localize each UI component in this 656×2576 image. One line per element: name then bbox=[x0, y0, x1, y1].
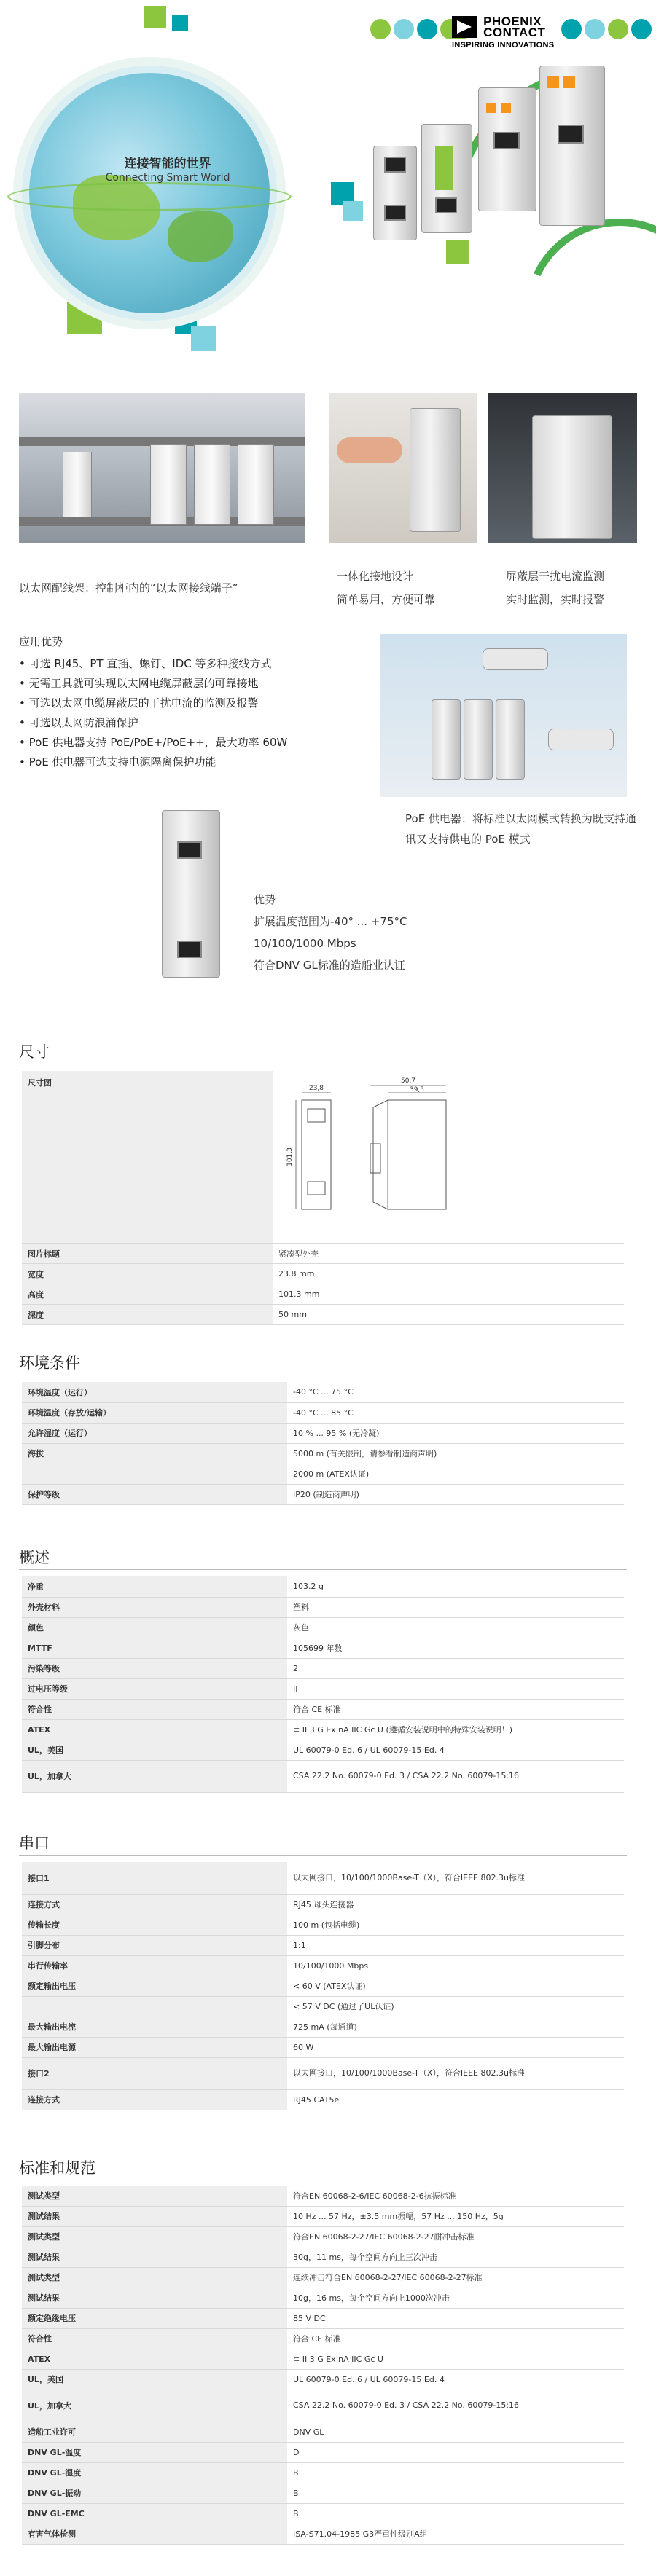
spec-value: 60 W bbox=[287, 2037, 624, 2057]
spec-value: 30g，11 ms，每个空间方向上三次冲击 bbox=[287, 2247, 624, 2267]
spec-key: 海拔 bbox=[22, 1443, 287, 1464]
product-device bbox=[478, 87, 536, 211]
spec-table-serial bbox=[22, 1862, 624, 2110]
table-row bbox=[22, 2186, 624, 2206]
poe-caption: PoE 供电器：将标准以太网模式转换为既支持通讯又支持供电的 PoE 模式 bbox=[405, 812, 636, 846]
features-title: 优势 bbox=[254, 893, 276, 906]
dimension-drawing-cell bbox=[273, 1071, 624, 1244]
dimension-drawing bbox=[278, 1071, 618, 1243]
product-device bbox=[421, 124, 472, 233]
table-row bbox=[22, 1760, 624, 1792]
table-row bbox=[22, 2369, 624, 2390]
spec-key: 测试类型 bbox=[22, 2186, 287, 2206]
spec-value: CSA 22.2 No. 60079-0 Ed. 3 / CSA 22.2 No. 60079-15:16 bbox=[287, 2390, 624, 2422]
table-row bbox=[22, 2267, 624, 2288]
section-title-serial: 串口 bbox=[19, 1834, 50, 1852]
table-row bbox=[22, 1284, 624, 1305]
globe-orbit-ring bbox=[7, 182, 292, 211]
feature-item: 符合DNV GL标准的造船业认证 bbox=[254, 959, 405, 972]
table-row bbox=[22, 1894, 624, 1915]
spec-key: 环境温度（运行） bbox=[22, 1382, 287, 1402]
spec-key: 符合性 bbox=[22, 2328, 287, 2349]
spec-value: 连续冲击符合EN 60068-2-27/IEC 60068-2-27标准 bbox=[287, 2267, 624, 2288]
spec-table-dimensions bbox=[22, 1071, 624, 1325]
spec-key: 环境温度（存放/运输） bbox=[22, 1402, 287, 1423]
spec-value: UL 60079-0 Ed. 6 / UL 60079-15 Ed. 4 bbox=[287, 2369, 624, 2390]
spec-value: 以太网接口，10/100/1000Base-T（X），符合IEEE 802.3u标准 bbox=[287, 1862, 624, 1894]
deco-dot bbox=[631, 19, 652, 39]
spec-value: 符合EN 60068-2-27/IEC 60068-2-27耐冲击标准 bbox=[287, 2226, 624, 2247]
spec-key: 图片标题 bbox=[22, 1244, 273, 1264]
spec-value: 103.2 g bbox=[287, 1576, 624, 1597]
table-row bbox=[22, 1443, 624, 1464]
dim-depth-label: 39,5 bbox=[409, 1086, 425, 1093]
spec-value: 以太网接口，10/100/1000Base-T（X），符合IEEE 802.3u标准 bbox=[287, 2057, 624, 2089]
caption-grounding-1: 一体化接地设计 bbox=[337, 570, 414, 583]
globe-subtitle: Connecting Smart World bbox=[105, 172, 230, 184]
list-item: • 无需工具就可实现以太网电缆屏蔽层的可靠接地 bbox=[19, 674, 287, 694]
photo-grounding bbox=[329, 393, 477, 543]
table-row bbox=[22, 1423, 624, 1443]
spec-value: 2000 m (ATEX认证) bbox=[287, 1464, 624, 1484]
spec-key: DNV GL-EMC bbox=[22, 2503, 287, 2524]
spec-value: 紧凑型外壳 bbox=[273, 1244, 624, 1264]
spec-value: D bbox=[287, 2442, 624, 2462]
table-row bbox=[22, 2057, 624, 2089]
deco-dot bbox=[394, 19, 414, 39]
table-row bbox=[22, 2328, 624, 2349]
deco-square bbox=[67, 299, 102, 334]
photo-shield-monitor bbox=[488, 393, 637, 543]
deco-square bbox=[144, 6, 166, 28]
spec-key: MTTF bbox=[22, 1638, 287, 1658]
spec-key: 传输长度 bbox=[22, 1915, 287, 1935]
spec-value: B bbox=[287, 2483, 624, 2503]
spec-key: 高度 bbox=[22, 1284, 273, 1305]
phoenix-contact-logo bbox=[452, 16, 627, 50]
table-row bbox=[22, 2442, 624, 2462]
product-device bbox=[373, 146, 417, 240]
section-title-general: 概述 bbox=[19, 1549, 50, 1566]
spec-key: ATEX bbox=[22, 2349, 287, 2369]
spec-value: 85 V DC bbox=[287, 2308, 624, 2328]
table-row bbox=[22, 1402, 624, 1423]
feature-item: 扩展温度范围为-40° ... +75°C bbox=[254, 915, 407, 928]
table-row bbox=[22, 2226, 624, 2247]
table-row bbox=[22, 1264, 624, 1284]
spec-key: DNV GL-湿度 bbox=[22, 2462, 287, 2483]
spec-key: 额定绝缘电压 bbox=[22, 2308, 287, 2328]
table-row bbox=[22, 2308, 624, 2328]
dimension-drawing-svg bbox=[278, 1071, 618, 1243]
spec-key: 测试类型 bbox=[22, 2226, 287, 2247]
deco-square bbox=[191, 326, 216, 351]
table-row bbox=[22, 2483, 624, 2503]
table-row bbox=[22, 1638, 624, 1658]
deco-square bbox=[343, 201, 363, 221]
table-row bbox=[22, 2017, 624, 2037]
table-row bbox=[22, 1915, 624, 1935]
caption-cabinet: 以太网配线架：控制柜内的“以太网接线端子” bbox=[19, 581, 238, 594]
table-row bbox=[22, 2462, 624, 2483]
spec-value: RJ45 母头连接器 bbox=[287, 1894, 624, 1915]
feature-item: 10/100/1000 Mbps bbox=[254, 937, 356, 950]
spec-key: 外壳材料 bbox=[22, 1597, 287, 1617]
spec-key: 引脚分布 bbox=[22, 1935, 287, 1955]
spec-key: ATEX bbox=[22, 1719, 287, 1740]
spec-key: 过电压等级 bbox=[22, 1678, 287, 1699]
dim-height-label: 101,3 bbox=[286, 1147, 294, 1166]
section-divider bbox=[19, 1855, 627, 1856]
caption-grounding-2: 简单易用，方便可靠 bbox=[337, 593, 436, 606]
deco-square bbox=[172, 15, 188, 31]
spec-key: 最大输出电流 bbox=[22, 2017, 287, 2037]
spec-table-general bbox=[22, 1576, 624, 1793]
spec-key: DNV GL-振动 bbox=[22, 2483, 287, 2503]
spec-key: 深度 bbox=[22, 1305, 273, 1325]
spec-key: UL，美国 bbox=[22, 2369, 287, 2390]
table-row bbox=[22, 1305, 624, 1325]
hero-banner bbox=[0, 0, 656, 379]
table-row bbox=[22, 1244, 624, 1264]
table-row bbox=[22, 1955, 624, 1976]
spec-value: 100 m (包括电缆) bbox=[287, 1915, 624, 1935]
photo-cabinet bbox=[19, 393, 305, 543]
spec-value: -40 °C ... 85 °C bbox=[287, 1402, 624, 1423]
table-row bbox=[22, 1464, 624, 1484]
spec-key: 宽度 bbox=[22, 1264, 273, 1284]
spec-value: 105699 年数 bbox=[287, 1638, 624, 1658]
list-item: • PoE 供电器可选支持电源隔离保护功能 bbox=[19, 753, 287, 772]
spec-key: 连接方式 bbox=[22, 2089, 287, 2110]
table-row bbox=[22, 2247, 624, 2267]
spec-key: 接口2 bbox=[22, 2057, 287, 2089]
table-row bbox=[22, 1699, 624, 1719]
table-row bbox=[22, 1597, 624, 1617]
product-device bbox=[539, 66, 605, 226]
spec-value: 符合EN 60068-2-6/IEC 60068-2-6抗振标准 bbox=[287, 2186, 624, 2206]
spec-key: 测试结果 bbox=[22, 2206, 287, 2226]
spec-key: UL，美国 bbox=[22, 1740, 287, 1760]
spec-value: 10 % ... 95 % (无冷凝) bbox=[287, 1423, 624, 1443]
spec-key: 净重 bbox=[22, 1576, 287, 1597]
spec-table-standards bbox=[22, 2186, 624, 2545]
table-row bbox=[22, 1071, 624, 1244]
spec-value: < 60 V (ATEX认证) bbox=[287, 1976, 624, 1996]
spec-value: IP20 (制造商声明) bbox=[287, 1484, 624, 1504]
spec-value: 塑料 bbox=[287, 1597, 624, 1617]
spec-value: B bbox=[287, 2503, 624, 2524]
spec-value: 符合 CE 标准 bbox=[287, 2328, 624, 2349]
spec-key: 有害气体检测 bbox=[22, 2524, 287, 2544]
spec-key: UL，加拿大 bbox=[22, 1760, 287, 1792]
spec-value: 2 bbox=[287, 1658, 624, 1678]
table-row bbox=[22, 1862, 624, 1894]
globe-title: 连接智能的世界 bbox=[124, 157, 211, 171]
section-title-environment: 环境条件 bbox=[19, 1354, 80, 1372]
table-row bbox=[22, 1617, 624, 1638]
photo-poe-injector bbox=[153, 810, 241, 985]
section-divider bbox=[19, 1569, 627, 1570]
caption-monitor-1: 屏蔽层干扰电流监测 bbox=[506, 570, 605, 583]
list-item: • PoE 供电器支持 PoE/PoE+/PoE++，最大功率 60W bbox=[19, 733, 287, 753]
table-row bbox=[22, 2206, 624, 2226]
table-row bbox=[22, 1382, 624, 1402]
spec-value: 50 mm bbox=[273, 1305, 624, 1325]
table-row bbox=[22, 2089, 624, 2110]
spec-value: UL 60079-0 Ed. 6 / UL 60079-15 Ed. 4 bbox=[287, 1740, 624, 1760]
table-row bbox=[22, 2422, 624, 2442]
table-row bbox=[22, 1996, 624, 2017]
spec-key: 测试结果 bbox=[22, 2288, 287, 2308]
spec-key: 允许湿度（运行） bbox=[22, 1423, 287, 1443]
spec-value: DNV GL bbox=[287, 2422, 624, 2442]
section-title-standards: 标准和规范 bbox=[19, 2159, 95, 2177]
table-row bbox=[22, 1484, 624, 1504]
spec-value: 10 Hz ... 57 Hz，±3.5 mm振幅，57 Hz ... 150 Hz，5g bbox=[287, 2206, 624, 2226]
spec-value: 符合 CE 标准 bbox=[287, 1699, 624, 1719]
spec-key: DNV GL-温度 bbox=[22, 2442, 287, 2462]
table-row bbox=[22, 1719, 624, 1740]
list-item: • 可选以太网电缆屏蔽层的干扰电流的监测及报警 bbox=[19, 694, 287, 713]
spec-value: 101.3 mm bbox=[273, 1284, 624, 1305]
spec-key: 尺寸图 bbox=[22, 1071, 273, 1244]
advantages-title: 应用优势 bbox=[19, 635, 63, 648]
spec-value: II bbox=[287, 1678, 624, 1699]
caption-monitor-2: 实时监测，实时报警 bbox=[506, 593, 605, 606]
logo-mark-icon bbox=[452, 16, 477, 38]
spec-value: ⊂ II 3 G Ex nA IIC Gc U (遵循安装说明中的特殊安装说明！) bbox=[287, 1719, 624, 1740]
section-title-dimensions: 尺寸 bbox=[19, 1043, 50, 1061]
spec-key: 串行传输率 bbox=[22, 1955, 287, 1976]
spec-value: 5000 m (有关限制，请参看制造商声明) bbox=[287, 1443, 624, 1464]
spec-value: ISA-S71.04-1985 G3严重性级别A组 bbox=[287, 2524, 624, 2544]
spec-key: 连接方式 bbox=[22, 1894, 287, 1915]
deco-dot bbox=[370, 19, 391, 39]
list-item: • 可选 RJ45、PT 直插、螺钉、IDC 等多种接线方式 bbox=[19, 654, 287, 674]
spec-value: < 57 V DC (通过了UL认证) bbox=[287, 1996, 624, 2017]
globe-illustration bbox=[29, 73, 270, 313]
spec-key: 符合性 bbox=[22, 1699, 287, 1719]
spec-value: ⊂ II 3 G Ex nA IIC Gc U bbox=[287, 2349, 624, 2369]
table-row bbox=[22, 1740, 624, 1760]
spec-value: RJ45 CAT5e bbox=[287, 2089, 624, 2110]
dim-width-label: 23,8 bbox=[308, 1085, 324, 1092]
spec-key: 测试类型 bbox=[22, 2267, 287, 2288]
spec-key: 测试结果 bbox=[22, 2247, 287, 2267]
table-row bbox=[22, 1658, 624, 1678]
table-row bbox=[22, 1678, 624, 1699]
logo-wordmark: PHOENIX CONTACT bbox=[483, 15, 546, 39]
table-row bbox=[22, 1576, 624, 1597]
table-row bbox=[22, 1976, 624, 1996]
spec-table-environment bbox=[22, 1382, 624, 1505]
spec-key: 额定输出电压 bbox=[22, 1976, 287, 1996]
spec-key: 最大输出电源 bbox=[22, 2037, 287, 2057]
logo-tagline: INSPIRING INNOVATIONS bbox=[452, 41, 555, 50]
spec-key: UL，加拿大 bbox=[22, 2390, 287, 2422]
advantages-list bbox=[19, 654, 287, 772]
spec-key: 污染等级 bbox=[22, 1658, 287, 1678]
spec-value: 灰色 bbox=[287, 1617, 624, 1638]
spec-value: 23.8 mm bbox=[273, 1264, 624, 1284]
table-row bbox=[22, 2349, 624, 2369]
list-item: • 可选以太网防浪涌保护 bbox=[19, 713, 287, 733]
table-row bbox=[22, 2524, 624, 2544]
photo-poe-cameras bbox=[380, 634, 627, 797]
spec-key: 保护等级 bbox=[22, 1484, 287, 1504]
table-row bbox=[22, 2037, 624, 2057]
dim-depth-total-label: 50,7 bbox=[400, 1077, 416, 1085]
spec-value: 10/100/1000 Mbps bbox=[287, 1955, 624, 1976]
globe-landmass bbox=[168, 211, 233, 262]
spec-value: 1:1 bbox=[287, 1935, 624, 1955]
features-block bbox=[254, 889, 407, 976]
spec-key: 接口1 bbox=[22, 1862, 287, 1894]
spec-value: CSA 22.2 No. 60079-0 Ed. 3 / CSA 22.2 No. 60079-15:16 bbox=[287, 1760, 624, 1792]
spec-value: -40 °C ... 75 °C bbox=[287, 1382, 624, 1402]
table-row bbox=[22, 1935, 624, 1955]
deco-dot bbox=[417, 19, 437, 39]
spec-value: 10g，16 ms，每个空间方向上1000次冲击 bbox=[287, 2288, 624, 2308]
spec-value: B bbox=[287, 2462, 624, 2483]
table-row bbox=[22, 2288, 624, 2308]
spec-value: 725 mA (每通道) bbox=[287, 2017, 624, 2037]
table-row bbox=[22, 2390, 624, 2422]
spec-key bbox=[22, 1996, 287, 2017]
spec-key: 造船工业许可 bbox=[22, 2422, 287, 2442]
spec-key: 颜色 bbox=[22, 1617, 287, 1638]
spec-key bbox=[22, 1464, 287, 1484]
table-row bbox=[22, 2503, 624, 2524]
